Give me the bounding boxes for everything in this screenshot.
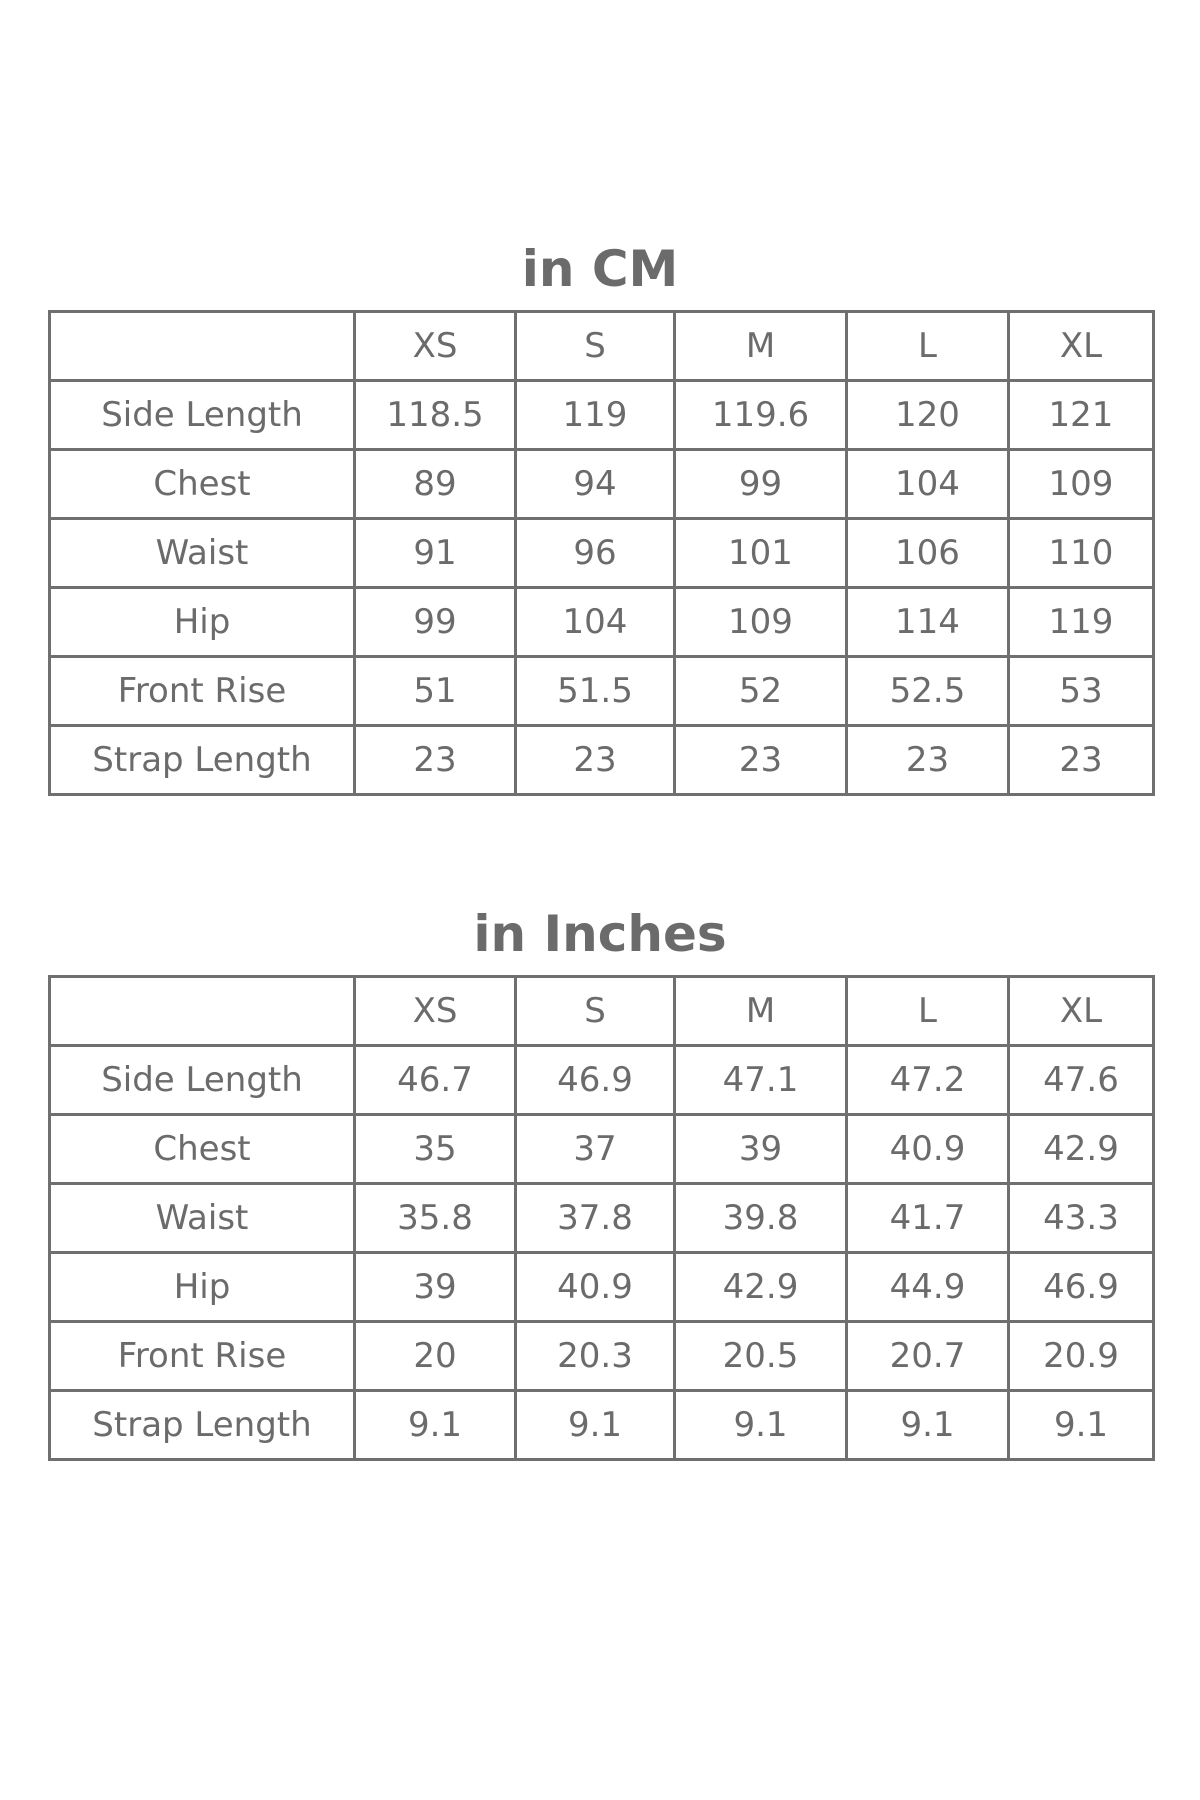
table-cell: 46.9 [1009,1253,1154,1322]
row-label: Waist [50,519,355,588]
table-row [50,381,1154,450]
table-cell: 20.5 [675,1322,847,1391]
table-cell: 119 [516,381,675,450]
table-cell: 46.9 [516,1046,675,1115]
row-label: Front Rise [50,657,355,726]
table-row [50,657,1154,726]
size-header: XS [355,312,516,381]
table-cell: 9.1 [847,1391,1009,1460]
table-cell: 23 [675,726,847,795]
table-cell: 121 [1009,381,1154,450]
row-label: Waist [50,1184,355,1253]
row-label: Chest [50,1115,355,1184]
size-header: M [675,312,847,381]
table-cell: 35 [355,1115,516,1184]
table-cell: 110 [1009,519,1154,588]
table-cell: 9.1 [355,1391,516,1460]
table-cell: 9.1 [516,1391,675,1460]
table-cell: 40.9 [516,1253,675,1322]
table-cell: 51.5 [516,657,675,726]
table-cell: 118.5 [355,381,516,450]
row-label: Side Length [50,381,355,450]
table-cell: 35.8 [355,1184,516,1253]
table-cell: 42.9 [1009,1115,1154,1184]
table-cell: 23 [847,726,1009,795]
table-cell: 104 [847,450,1009,519]
table-cell: 99 [355,588,516,657]
cm-chart-title: in CM [521,240,679,298]
table-row [50,1322,1154,1391]
cm-size-chart [48,228,1152,796]
table-cell: 44.9 [847,1253,1009,1322]
table-cell: 42.9 [675,1253,847,1322]
size-header: S [516,977,675,1046]
table-cell: 120 [847,381,1009,450]
corner-cell [50,312,355,381]
size-header: XL [1009,312,1154,381]
table-cell: 104 [516,588,675,657]
size-header: S [516,312,675,381]
table-cell: 114 [847,588,1009,657]
table-cell: 46.7 [355,1046,516,1115]
row-label: Front Rise [50,1322,355,1391]
size-header: M [675,977,847,1046]
cm-size-table [48,310,1155,796]
table-cell: 9.1 [675,1391,847,1460]
table-row [50,588,1154,657]
table-cell: 52.5 [847,657,1009,726]
table-cell: 37 [516,1115,675,1184]
table-cell: 47.6 [1009,1046,1154,1115]
table-row [50,519,1154,588]
inches-size-chart [48,893,1152,1461]
table-cell: 47.2 [847,1046,1009,1115]
table-header-row [50,977,1154,1046]
table-cell: 47.1 [675,1046,847,1115]
table-cell: 23 [355,726,516,795]
table-cell: 101 [675,519,847,588]
table-cell: 41.7 [847,1184,1009,1253]
table-cell: 23 [516,726,675,795]
size-header: XL [1009,977,1154,1046]
table-header-row [50,312,1154,381]
row-label: Chest [50,450,355,519]
table-row [50,1046,1154,1115]
table-row [50,1115,1154,1184]
row-label: Strap Length [50,1391,355,1460]
table-cell: 39 [355,1253,516,1322]
size-header: L [847,977,1009,1046]
table-cell: 96 [516,519,675,588]
table-cell: 37.8 [516,1184,675,1253]
table-cell: 43.3 [1009,1184,1154,1253]
table-cell: 53 [1009,657,1154,726]
table-cell: 106 [847,519,1009,588]
table-cell: 20 [355,1322,516,1391]
table-row [50,1391,1154,1460]
table-cell: 39 [675,1115,847,1184]
table-cell: 119.6 [675,381,847,450]
inches-chart-title: in Inches [473,905,727,963]
inches-size-table [48,975,1155,1461]
table-cell: 20.7 [847,1322,1009,1391]
row-label: Strap Length [50,726,355,795]
table-cell: 51 [355,657,516,726]
table-cell: 91 [355,519,516,588]
row-label: Hip [50,1253,355,1322]
table-cell: 109 [1009,450,1154,519]
table-cell: 52 [675,657,847,726]
table-cell: 9.1 [1009,1391,1154,1460]
size-header: XS [355,977,516,1046]
table-cell: 89 [355,450,516,519]
table-cell: 40.9 [847,1115,1009,1184]
table-row [50,1253,1154,1322]
table-cell: 23 [1009,726,1154,795]
table-cell: 39.8 [675,1184,847,1253]
table-cell: 94 [516,450,675,519]
table-cell: 109 [675,588,847,657]
size-header: L [847,312,1009,381]
table-cell: 20.9 [1009,1322,1154,1391]
table-cell: 99 [675,450,847,519]
table-row [50,450,1154,519]
table-row [50,726,1154,795]
row-label: Side Length [50,1046,355,1115]
table-cell: 119 [1009,588,1154,657]
table-row [50,1184,1154,1253]
corner-cell [50,977,355,1046]
table-cell: 20.3 [516,1322,675,1391]
row-label: Hip [50,588,355,657]
